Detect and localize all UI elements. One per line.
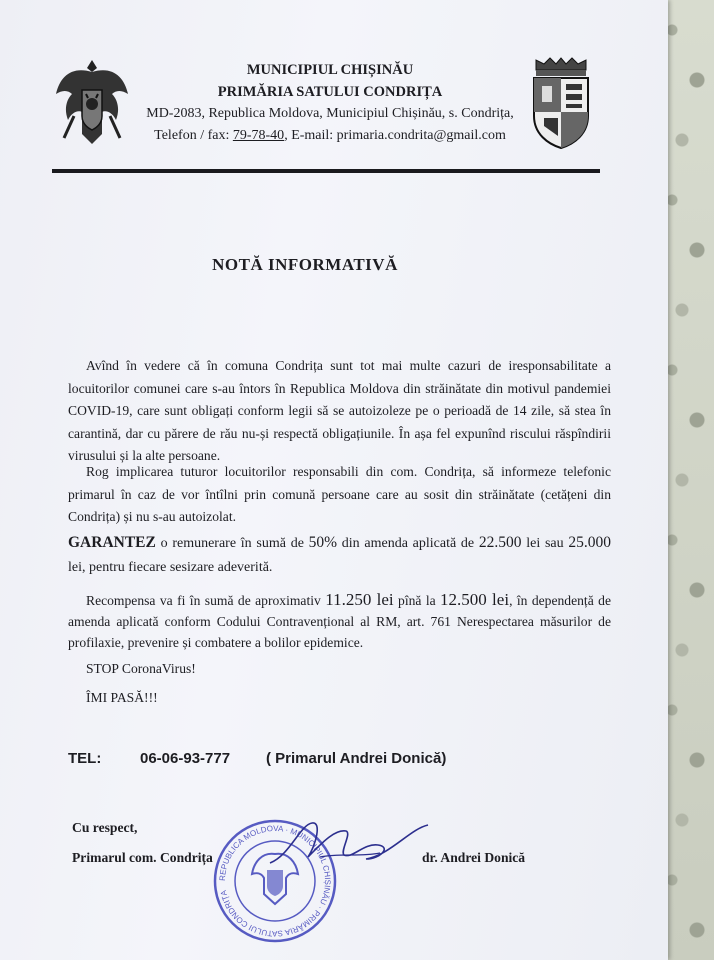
header-phone-label: Telefon / fax:: [154, 128, 233, 143]
page-title: NOTĂ INFORMATIVĂ: [212, 255, 398, 274]
header-mayoralty: PRIMĂRIA SATULUI CONDRIȚA: [217, 84, 443, 100]
contact-label: TEL:: [68, 750, 102, 767]
slogan-stop: STOP CoronaVirus!: [86, 661, 196, 676]
header-email: , E-mail: primaria.condrita@gmail.com: [284, 128, 506, 143]
closing-greeting: Cu respect,: [72, 820, 138, 835]
paragraph-situation: Avînd în vedere că în comuna Condrița sunt tot mai multe cazuri de iresponsabilitate a locuitorilor comunei care s-au întors în Republica Moldova din străinătate din motivul pandemiei COVID-19, care sunt obligați conform legii să se autoizoleze pe o perioadă de 14 zile, să stea în carantină, dar cu părere de rău nu-și respectă obligațiunile. În așa fel expunînd riscului răspîndirii virusului și la alte persoane.: [68, 358, 611, 464]
header-contact: [120, 128, 540, 144]
signature-icon: [260, 815, 440, 875]
paragraph-request: Rog implicarea tuturor locuitorilor responsabili din com. Condrița, să informeze telefonic primarul în caz de vor întîlni prin comună persoane care au sosit din străinătate (cetățeni din Condrița) și nu s-au autoizolat.: [68, 464, 611, 525]
header-phone-number: 79-78-40: [232, 128, 285, 143]
paragraph-reward: Recompensa va fi în sumă de aproximativ 11.250 lei pînă la 12.500 lei, în dependență de amenda aplicată conform Codului Contravențional al RM, art. 761 Nerespectarea măsurilor de profilaxie, prevenire și combatere a bolilor epidemice.: [68, 590, 611, 650]
header-divider: [52, 169, 600, 173]
wall-background: [662, 0, 714, 960]
contact-phone: 06-06-93-777: [140, 750, 231, 767]
reward-amount-min: 11.250 lei: [325, 590, 394, 609]
guarantee-amount-2: 25.000: [568, 534, 611, 551]
slogan-care: ÎMI PASĂ!!!: [86, 690, 158, 705]
guarantee-lead: GARANTEZ: [68, 534, 156, 551]
paragraph-guarantee: GARANTEZ o remunerare în sumă de 50% din amenda aplicată de 22.500 lei sau 25.000 lei, pentru fiecare sesizare adeverită.: [68, 534, 611, 575]
svg-text:REPUBLICA MOLDOVA · MUNICIPIUL: REPUBLICA MOLDOVA · MUNICIPIUL CHIȘINĂU · PRIMĂRIA SATULUI CONDRIȚA: [217, 823, 333, 939]
reward-amount-max: 12.500 lei: [440, 590, 510, 609]
signer-role: Primarul com. Condrița: [72, 850, 213, 865]
header-address: MD-2083, Republica Moldova, Municipiul Chișinău, s. Condrița,: [146, 106, 514, 121]
guarantee-percent: 50%: [308, 534, 338, 551]
header-municipality: MUNICIPIUL CHIȘINĂU: [246, 62, 414, 78]
signer-name: dr. Andrei Donică: [422, 850, 526, 865]
contact-name: ( Primarul Andrei Donică): [266, 750, 447, 767]
guarantee-amount-1: 22.500: [478, 534, 522, 551]
